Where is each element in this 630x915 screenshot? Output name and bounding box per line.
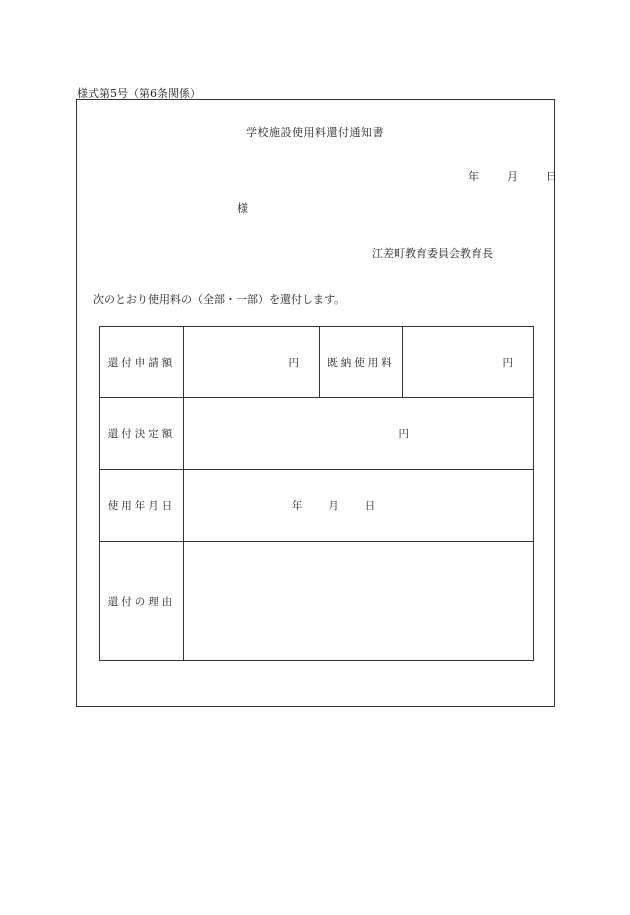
refund-reason-field <box>184 542 534 661</box>
form-number-label: 様式第5号（第6条関係） <box>77 87 201 100</box>
table-row-refund-reason <box>100 542 534 661</box>
date-day-label: 日 <box>546 170 557 183</box>
yen-unit: 円 <box>502 356 513 369</box>
notice-body-text: 次のとおり使用料の（全部・一部）を還付します。 <box>93 293 346 306</box>
yen-unit: 円 <box>288 356 299 369</box>
refund-request-amount-label: 還付申請額 <box>100 327 184 398</box>
yen-unit: 円 <box>398 428 409 440</box>
date-year-label: 年 <box>468 170 479 183</box>
refund-decision-amount-label: 還付決定額 <box>100 398 184 470</box>
document-title: 学校施設使用料還付通知書 <box>246 126 384 139</box>
refund-request-amount-field <box>184 327 320 398</box>
usage-day-label: 日 <box>364 500 376 512</box>
table-row-refund-request <box>100 327 534 398</box>
usage-date-label: 使用年月日 <box>100 470 184 542</box>
addressee-honorific: 様 <box>237 202 248 215</box>
usage-month-label: 月 <box>328 500 339 512</box>
paid-fee-field <box>403 327 534 398</box>
refund-reason-label: 還付の理由 <box>100 542 184 661</box>
issuer-name: 江差町教育委員会教育長 <box>372 247 493 260</box>
refund-info-table <box>99 326 534 661</box>
paid-fee-label: 既納使用料 <box>320 327 403 398</box>
table-row-usage-date <box>100 470 534 542</box>
usage-date-field <box>184 470 534 542</box>
table-row-refund-decision <box>100 398 534 470</box>
issue-date <box>468 168 557 184</box>
refund-decision-amount-field <box>184 398 534 470</box>
date-month-label: 月 <box>507 170 518 183</box>
usage-year-label: 年 <box>291 500 303 512</box>
